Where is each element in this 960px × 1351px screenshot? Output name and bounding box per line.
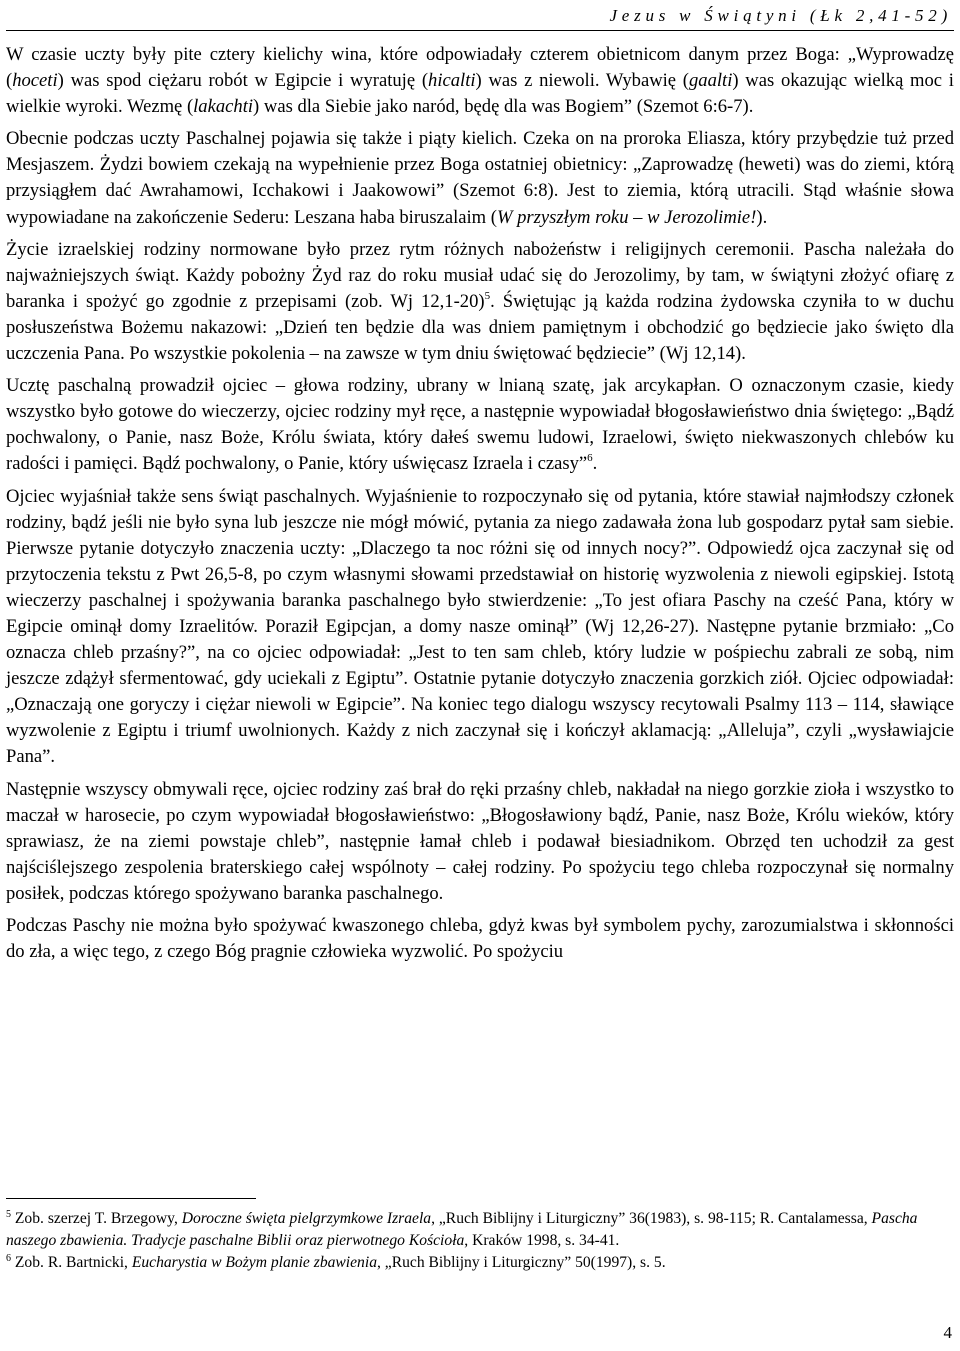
text-run: , „Ruch Biblijny i Liturgiczny” 36(1983), s. 98-115; R. Cantalamessa, xyxy=(431,1210,872,1227)
paragraph xyxy=(6,42,954,120)
footnote xyxy=(6,1208,954,1252)
italic-text: Pascha naszego zbawienia. Tradycje paschalne Biblii oraz pierwotnego Kościoła xyxy=(6,1210,918,1249)
footnote-ref: 6 xyxy=(6,1253,11,1264)
text-run: Podczas Paschy nie można było spożywać kwaszonego chleba, gdyż kwas był symbolem pychy, zarozumialstwa i skłonności do zła, a więc tego, z czego Bóg pragnie człowieka wyzwolić. Po spożyciu xyxy=(6,915,954,963)
footnote-ref: 6 xyxy=(587,452,593,465)
text-run: . Świętując ją każda rodzina żydowska czyniła to w duchu posłuszeństwa Bożemu nakazowi: „Dzień ten będzie dla was dniem pamiętnym i obchodzić go będziecie jako święto dla uczczenia Pana. Po wszystkie pokolenia – na zawsze w tym dniu świętować będziecie” (Wj 12,14). xyxy=(6,290,955,365)
text-run: Następnie wszyscy obmywali ręce, ojciec rodziny zaś brał do ręki przaśny chleb, nakładał na niego gorzkie zioła i wszystko to maczał w harosecie, po czym wypowiadał błogosławieństwo: „Błogosławiony bądź, Panie, nasz Boże, Królu wieków, który sprawiasz, że na ziemi powstaje chleb”, następnie łamał chleb i podawał biesiadnikom. Obrzęd ten uchodził za gest najściślejszego zespolenia braterskiego całej wspólnoty – całej rodziny. Po spożyciu tego chleba rozpoczynał się normalny posiłek, podczas którego spożywano baranka paschalnego. xyxy=(6,778,954,904)
page-number: 4 xyxy=(943,1323,952,1342)
italic-text: lakachti xyxy=(193,96,254,118)
italic-text: W przyszłym roku – w Jerozolimie! xyxy=(496,206,757,228)
paragraph xyxy=(6,373,954,477)
text-run: Życie izraelskiej rodziny normowane było przez rytm różnych nabożeństw i religijnych ceremonii. Pascha należała do najważniejszych świąt. Każdy pobożny Żyd raz do roku musiał udać się do Jerozolimy, by tam, w świątyni złożyć ofiarę z baranka i spożyć go zgodnie z przepisami (zob. Wj 12,1-20) xyxy=(6,238,954,312)
footnote-ref: 5 xyxy=(484,289,491,302)
footnote-ref: 5 xyxy=(6,1209,11,1220)
italic-text: Eucharystia w Bożym planie zbawienia xyxy=(131,1254,377,1271)
paragraph xyxy=(6,237,954,367)
text-run: Zob. R. Bartnicki, xyxy=(11,1254,132,1271)
italic-text: Doroczne święta pielgrzymkowe Izraela xyxy=(181,1210,432,1227)
running-header: Jezus w Świątyni (Łk 2,41-52) xyxy=(609,6,952,25)
text-run: Ojciec wyjaśniał także sens świąt paschalnych. Wyjaśnienie to rozpoczynało się od pytania, które stawiał najmłodszy członek rodziny, bądź jeśli nie było syna lub jeszcze nie mógł mówić, pytania za niego zadawała żona lub gospodarz pytał sam siebie. Pierwsze pytanie dotyczyło znaczenia uczty: „Dlaczego ta noc różni się od innych nocy?”. Odpowiedź ojca zaczynał się od przytoczenia tekstu z Pwt 26,5-8, po czym własnymi słowami przedstawiał on historię wyzwolenia z niewoli egipskiej. Istotą wieczerzy paschalnej i spożywania baranka paschalnego było stwierdzenie: „To jest ofiara Paschy na cześć Pana, który w Egipcie ominął domy Izraelitów. Poraził Egipcjan, a domy nasze ominął” (Wj 12,26-27). Następne pytanie brzmiało: „Co oznacza chleb przaśny?”, na co ojciec odpowiadał: „Jest to ten sam chleb, który ludzie w pośpiechu zabrali ze sobą, nim jeszcze zdążył sfermentować, gdy uciekali z Egiptu”. Ostatnie pytanie dotyczyło znaczenia gorzkich ziół. Ojciec odpowiadał: „Oznaczają one goryczy i ciężar niewoli w Egipcie”. Na koniec tego dialogu wszyscy recytowali Psalmy 113 – 114, sławiące wyzwolenie z Egiptu i triumf uwolnionych. Każdy z nich zaczynał się i kończył aklamacją: „Alleluja”, czyli „wysławiajcie Pana”. xyxy=(6,485,954,768)
paragraph xyxy=(6,913,954,965)
text-run: Obecnie podczas uczty Paschalnej pojawia się także i piąty kielich. Czeka on na proroka Eliasza, który przybędzie tuż przed Mesjaszem. Żydzi bowiem czekają na wypełnienie przez Boga ostatniej obietnicy: „Zaprowadzę (heweti) was do ziemi, którą przysiągłem dać Awrahamowi, Icchakowi i Jaakowowi” (Szemot 6:8). Jest to ziemia, którą utracili. Stąd właśnie słowa wypowiadane na zakończenie Sederu: Leszana haba biruszalaim ( xyxy=(6,128,954,228)
text-run: , Kraków 1998, s. 34-41. xyxy=(464,1232,620,1249)
footnotes xyxy=(6,1208,954,1274)
paragraph xyxy=(6,126,954,230)
text-run: Ucztę paschalną prowadził ojciec – głowa rodziny, ubrany w lnianą szatę, jak arcykapłan. O oznaczonym czasie, kiedy wszystko było gotowe do wieczerzy, ojciec rodziny mył ręce, a następnie wypowiadał błogosławieństwo dnia świętego: „Bądź pochwalony, o Panie, nasz Boże, Królu świata, który dałeś swemu ludowi, Izraelowi, święto niekwaszonych chlebów ku radości i pamięci. Bądź pochwalony, o Panie, który uświęcasz Izraela i czasy” xyxy=(6,375,954,475)
header-rule xyxy=(6,30,954,31)
italic-text: gaalti xyxy=(688,70,733,92)
text-run: , „Ruch Biblijny i Liturgiczny” 50(1997), s. 5. xyxy=(377,1254,666,1271)
italic-text: hoceti xyxy=(12,70,58,92)
paragraph xyxy=(6,777,954,907)
body-text xyxy=(6,42,954,965)
paragraph xyxy=(6,484,954,771)
text-run: W czasie uczty były pite cztery kielichy wina, które odpowiadały czterem obietnicom danym przez Boga: „Wyprowadzę ( xyxy=(6,44,954,92)
footnote xyxy=(6,1252,954,1274)
italic-text: hicalti xyxy=(428,70,476,92)
footnote-rule xyxy=(6,1198,256,1199)
text-run: ) was spod ciężaru robót w Egipcie i wyratuję ( xyxy=(57,70,429,92)
text-run: Zob. szerzej T. Brzegowy, xyxy=(11,1210,182,1227)
text-run: ) was dla Siebie jako naród, będę dla was Bogiem” (Szemot 6:6-7). xyxy=(253,96,754,118)
text-run: . xyxy=(592,453,598,475)
text-run: ) was z niewoli. Wybawię ( xyxy=(475,70,689,92)
text-run: ) was okazując wielką moc i wielkie wyroki. Wezmę ( xyxy=(6,70,954,118)
text-run: ). xyxy=(756,206,768,228)
